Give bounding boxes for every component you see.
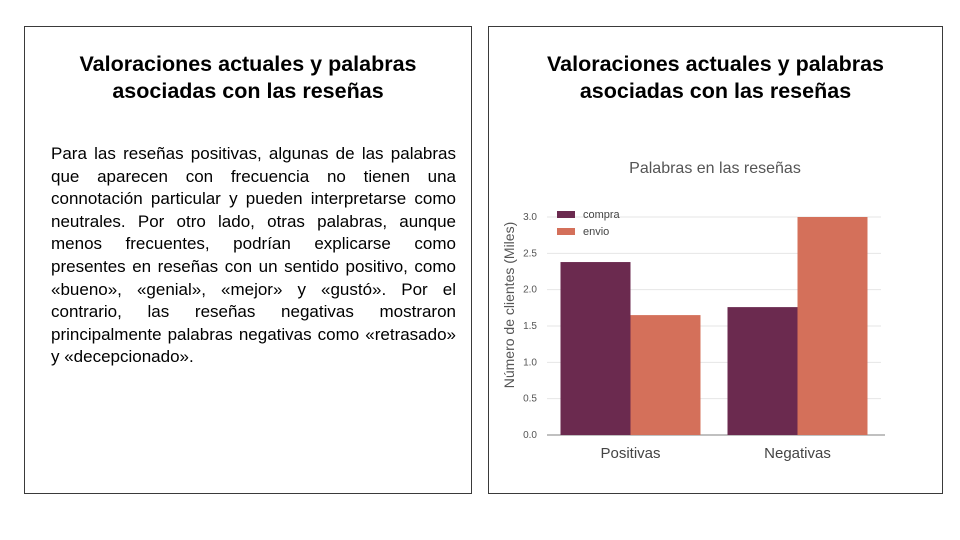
y-tick-label: 2.0 xyxy=(523,284,537,296)
bar-envio-positivas xyxy=(631,315,701,435)
left-panel xyxy=(24,26,472,494)
left-panel-title: Valoraciones actuales y palabras asociadas con las reseñas xyxy=(79,52,417,103)
y-tick-label: 1.0 xyxy=(523,357,537,369)
x-category-label: Negativas xyxy=(764,445,831,462)
legend-label-envio: envio xyxy=(583,226,610,238)
bar-compra-negativas xyxy=(728,307,798,435)
right-panel xyxy=(488,26,943,494)
y-tick-label: 2.5 xyxy=(523,248,537,260)
bar-chart xyxy=(489,145,939,475)
chart-title: Palabras en las reseñas xyxy=(629,160,801,177)
bar-envio-negativas xyxy=(798,217,868,435)
y-tick-label: 3.0 xyxy=(523,212,537,223)
legend-label-compra: compra xyxy=(583,209,620,221)
legend-swatch-compra xyxy=(557,211,575,218)
y-tick-label: 0.0 xyxy=(523,430,537,441)
y-tick-label: 1.5 xyxy=(523,321,537,332)
y-axis-label: Número de clientes (Miles) xyxy=(501,221,517,389)
y-tick-label: 0.5 xyxy=(523,393,537,405)
right-panel-title: Valoraciones actuales y palabras asociadas con las reseñas xyxy=(546,52,885,103)
left-panel-body: Para las reseñas positivas, algunas de las palabras que aparecen con frecuencia no tienen una connotación particular y pueden interpretarse como neutrales. Por otro lado, otras palabras, aunque menos frecuentes, podrían explicarse como presentes en reseñas con un sentido positivo, como «bueno», «genial», «mejor» y «gustó». Por el contrario, las reseñas negativas mostraron principalmente palabras negativas como «retrasado» y «decepcionado». xyxy=(51,144,456,367)
legend-swatch-envio xyxy=(557,228,575,235)
bar-compra-positivas xyxy=(561,262,631,435)
x-category-label: Positivas xyxy=(600,445,661,462)
